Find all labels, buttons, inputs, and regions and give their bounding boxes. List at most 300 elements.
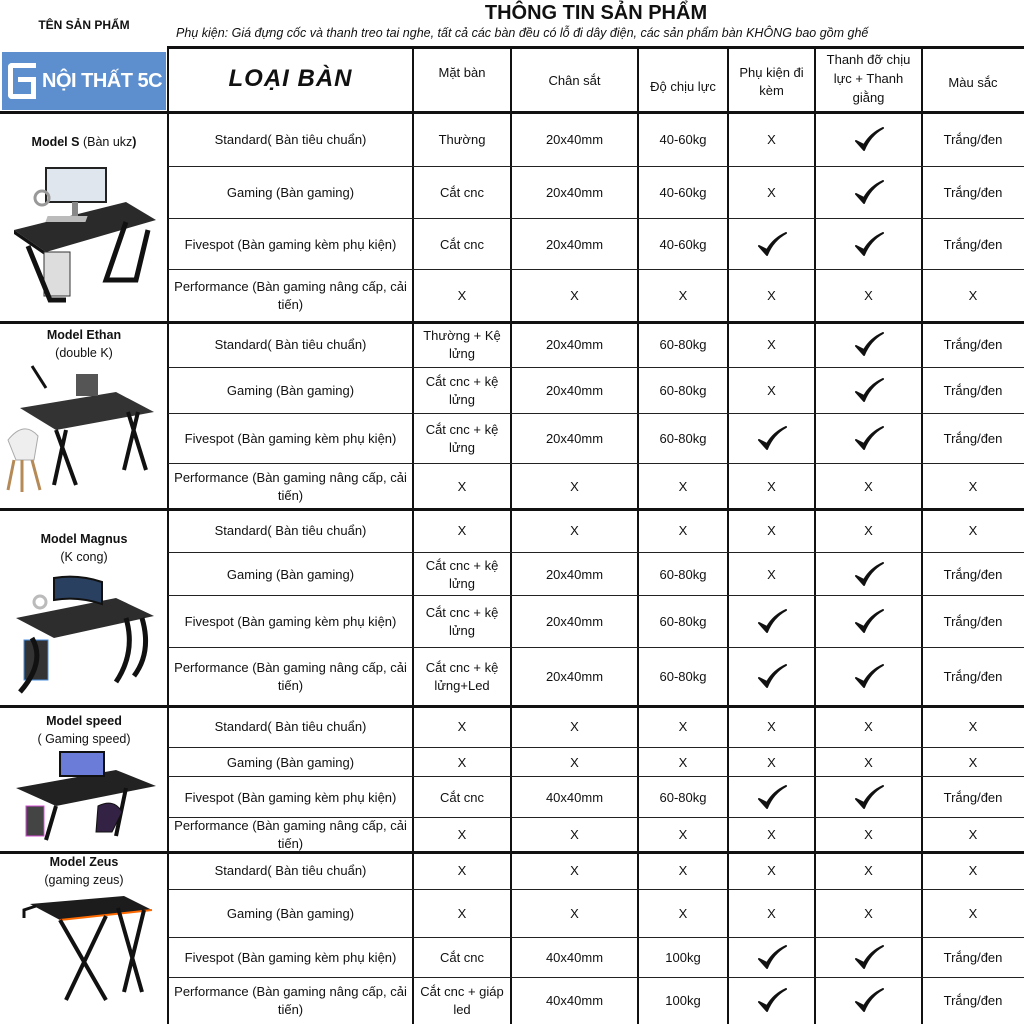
cell-accessory	[731, 464, 812, 509]
cell-text-top: Cắt cnc + kệ lửng	[425, 557, 499, 591]
model-title	[0, 326, 168, 362]
cell-text-load: 40-60kg	[659, 236, 707, 252]
cell-top	[416, 818, 508, 852]
column-header-top: Mặt bàn	[438, 65, 486, 80]
x-mark: X	[457, 827, 467, 842]
x-mark: X	[457, 719, 467, 734]
cell-text-color: Trắng/đen	[943, 993, 1003, 1008]
cell-text-load: 100kg	[665, 993, 701, 1008]
cell-text-leg: 20x40mm	[545, 669, 604, 684]
model-block-0	[0, 133, 168, 151]
cell-type	[171, 167, 410, 219]
column-divider-6	[921, 46, 923, 1024]
cell-bar	[818, 706, 919, 748]
cell-top	[416, 509, 508, 553]
x-mark: X	[864, 863, 873, 878]
x-mark: X	[457, 478, 467, 494]
cell-color	[925, 167, 1021, 219]
model-speed-desk-image	[6, 748, 162, 846]
cell-text-type: Fivespot (Bàn gaming kèm phụ kiện)	[184, 950, 397, 965]
cell-text-leg: 40x40mm	[545, 789, 604, 805]
x-mark: X	[767, 337, 776, 352]
x-mark: X	[570, 478, 579, 494]
check-icon	[731, 648, 812, 706]
page-subtitle: Phụ kiện: Giá đựng cốc và thanh treo tai nghe, tất cả các bàn đều có lỗ đi dây điện, các sản phẩm bàn KHÔNG bao gồm ghế	[176, 26, 869, 40]
cell-color	[925, 322, 1021, 368]
cell-text-color: Trắng/đen	[943, 185, 1003, 200]
cell-text-color: Trắng/đen	[943, 669, 1003, 684]
cell-accessory	[731, 852, 812, 890]
x-mark: X	[457, 754, 467, 770]
cell-accessory	[731, 368, 812, 414]
cell-leg	[514, 777, 635, 818]
model-name: Model S	[31, 135, 80, 149]
cell-type	[171, 890, 410, 938]
model-name: Model speed	[46, 714, 122, 728]
x-mark: X	[570, 523, 579, 538]
check-icon	[818, 414, 919, 464]
cell-text-load: 60-80kg	[659, 431, 707, 446]
cell-type	[171, 978, 410, 1024]
cell-color	[925, 414, 1021, 464]
x-mark: X	[570, 863, 579, 878]
cell-leg	[514, 648, 635, 706]
check-icon	[731, 938, 812, 978]
cell-type	[171, 706, 410, 748]
cell-load	[641, 368, 725, 414]
cell-bar	[818, 509, 919, 553]
cell-accessory	[731, 706, 812, 748]
cell-type	[171, 777, 410, 818]
x-mark: X	[864, 754, 873, 770]
cell-text-type: Gaming (Bàn gaming)	[226, 566, 355, 582]
cell-text-type: Gaming (Bàn gaming)	[226, 906, 355, 921]
x-mark: X	[767, 566, 776, 582]
column-header-load: Độ chịu lực	[650, 79, 716, 94]
check-icon	[731, 596, 812, 648]
cell-bar	[818, 270, 919, 322]
x-mark: X	[864, 719, 873, 734]
cell-text-type: Standard( Bàn tiêu chuẩn)	[214, 863, 367, 878]
cell-leg	[514, 553, 635, 596]
cell-text-leg: 20x40mm	[545, 236, 604, 252]
cell-text-type: Standard( Bàn tiêu chuẩn)	[214, 719, 367, 734]
cell-text-leg: 20x40mm	[545, 185, 604, 200]
cell-top	[416, 464, 508, 509]
cell-type	[171, 414, 410, 464]
cell-leg	[514, 368, 635, 414]
x-mark: X	[767, 719, 776, 734]
cell-top	[416, 368, 508, 414]
cell-load	[641, 553, 725, 596]
check-icon	[731, 219, 812, 270]
model-subtitle: (gaming zeus)	[44, 873, 124, 887]
cell-top	[416, 414, 508, 464]
x-mark: X	[767, 288, 776, 303]
cell-accessory	[731, 748, 812, 777]
cell-color	[925, 112, 1021, 167]
cell-text-load: 60-80kg	[659, 789, 707, 805]
x-mark: X	[457, 906, 467, 921]
cell-top	[416, 890, 508, 938]
cell-top	[416, 748, 508, 777]
cell-color	[925, 596, 1021, 648]
cell-text-type: Fivespot (Bàn gaming kèm phụ kiện)	[184, 614, 397, 629]
cell-text-color: Trắng/đen	[943, 383, 1003, 398]
column-header-bar: Thanh đỡ chịu lực + Thanh giằng	[826, 52, 911, 105]
model-zeus-desk-image	[6, 892, 162, 1004]
cell-text-top: Cắt cnc	[439, 789, 485, 805]
model-title	[0, 530, 168, 566]
x-mark: X	[678, 719, 688, 734]
model-ethan-desk-image	[6, 360, 162, 500]
cell-top	[416, 219, 508, 270]
check-icon	[818, 112, 919, 167]
cell-bar	[818, 852, 919, 890]
x-mark: X	[767, 906, 776, 921]
cell-color	[925, 553, 1021, 596]
check-icon	[731, 777, 812, 818]
x-mark: X	[457, 523, 467, 538]
cell-type	[171, 270, 410, 322]
cell-load	[641, 818, 725, 852]
model-name: Model Zeus	[49, 855, 119, 869]
cell-top	[416, 938, 508, 978]
cell-text-color: Trắng/đen	[943, 789, 1003, 805]
cell-text-leg: 40x40mm	[545, 993, 604, 1008]
x-mark: X	[678, 906, 688, 921]
cell-text-top: Cắt cnc + kệ lửng	[425, 374, 499, 407]
x-mark: X	[767, 131, 776, 147]
x-mark: X	[968, 754, 978, 770]
cell-load	[641, 978, 725, 1024]
x-mark: X	[767, 478, 776, 494]
cell-text-load: 40-60kg	[659, 131, 707, 147]
cell-load	[641, 748, 725, 777]
cell-top	[416, 978, 508, 1024]
cell-text-load: 60-80kg	[659, 383, 707, 398]
cell-load	[641, 464, 725, 509]
cell-text-type: Fivespot (Bàn gaming kèm phụ kiện)	[184, 789, 397, 805]
x-mark: X	[767, 523, 776, 538]
cell-accessory	[731, 553, 812, 596]
cell-top	[416, 553, 508, 596]
cell-type	[171, 818, 410, 852]
cell-text-top: Cắt cnc + kệ lửng	[425, 605, 499, 638]
check-icon	[818, 596, 919, 648]
page-title: THÔNG TIN SẢN PHẨM	[484, 2, 708, 24]
cell-top	[416, 112, 508, 167]
logo-mark-icon	[8, 61, 36, 101]
cell-load	[641, 414, 725, 464]
cell-bar	[818, 890, 919, 938]
x-mark: X	[864, 827, 873, 842]
cell-color	[925, 270, 1021, 322]
x-mark: X	[968, 863, 978, 878]
column-divider-2	[510, 46, 512, 1024]
cell-text-leg: 20x40mm	[545, 431, 604, 446]
cell-bar	[818, 818, 919, 852]
cell-text-load: 100kg	[665, 950, 701, 965]
cell-load	[641, 938, 725, 978]
column-header-type: LOẠI BÀN	[228, 65, 353, 92]
cell-text-type: Standard( Bàn tiêu chuẩn)	[214, 131, 367, 147]
x-mark: X	[570, 719, 579, 734]
cell-type	[171, 464, 410, 509]
model-block-1	[0, 326, 168, 362]
cell-leg	[514, 167, 635, 219]
check-icon	[818, 648, 919, 706]
cell-text-top: Cắt cnc + kệ lửng+Led	[425, 660, 499, 693]
cell-top	[416, 648, 508, 706]
cell-text-type: Gaming (Bàn gaming)	[226, 754, 355, 770]
x-mark: X	[968, 288, 978, 303]
cell-text-type: Performance (Bàn gaming nâng cấp, cải tiến)	[174, 984, 407, 1017]
cell-type	[171, 596, 410, 648]
cell-load	[641, 112, 725, 167]
cell-color	[925, 890, 1021, 938]
cell-type	[171, 938, 410, 978]
cell-text-load: 60-80kg	[659, 669, 707, 684]
cell-accessory	[731, 270, 812, 322]
cell-type	[171, 852, 410, 890]
model-s-desk-image	[6, 160, 162, 310]
cell-text-color: Trắng/đen	[943, 337, 1003, 352]
x-mark: X	[864, 288, 873, 303]
cell-top	[416, 167, 508, 219]
model-title	[0, 133, 168, 151]
cell-text-load: 40-60kg	[659, 185, 707, 200]
cell-color	[925, 219, 1021, 270]
cell-type	[171, 553, 410, 596]
cell-color	[925, 938, 1021, 978]
cell-color	[925, 648, 1021, 706]
model-block-4	[0, 853, 168, 889]
cell-load	[641, 270, 725, 322]
cell-color	[925, 509, 1021, 553]
cell-text-type: Performance (Bàn gaming nâng cấp, cải tiến)	[174, 469, 407, 503]
x-mark: X	[457, 863, 467, 878]
cell-text-color: Trắng/đen	[943, 236, 1003, 252]
cell-load	[641, 509, 725, 553]
cell-leg	[514, 112, 635, 167]
cell-load	[641, 219, 725, 270]
cell-text-top: Cắt cnc	[439, 950, 485, 965]
column-divider-3	[637, 46, 639, 1024]
column-header-accessory: Phụ kiện đi kèm	[739, 65, 804, 98]
cell-color	[925, 464, 1021, 509]
cell-type	[171, 648, 410, 706]
x-mark: X	[968, 827, 978, 842]
model-name: Model Ethan	[46, 328, 122, 342]
cell-text-type: Fivespot (Bàn gaming kèm phụ kiện)	[184, 236, 397, 252]
x-mark: X	[570, 906, 579, 921]
cell-text-leg: 20x40mm	[545, 566, 604, 582]
cell-leg	[514, 706, 635, 748]
cell-load	[641, 322, 725, 368]
cell-text-type: Performance (Bàn gaming nâng cấp, cải tiến)	[174, 279, 407, 312]
cell-type	[171, 322, 410, 368]
x-mark: X	[570, 754, 579, 770]
check-icon	[818, 219, 919, 270]
cell-type	[171, 368, 410, 414]
cell-text-type: Fivespot (Bàn gaming kèm phụ kiện)	[184, 431, 397, 446]
x-mark: X	[457, 288, 467, 303]
cell-color	[925, 818, 1021, 852]
cell-text-top: Thường	[438, 131, 486, 147]
cell-text-leg: 40x40mm	[545, 950, 604, 965]
cell-type	[171, 509, 410, 553]
x-mark: X	[864, 478, 873, 494]
cell-text-color: Trắng/đen	[943, 614, 1003, 629]
x-mark: X	[678, 288, 688, 303]
cell-leg	[514, 414, 635, 464]
cell-text-leg: 20x40mm	[545, 131, 604, 147]
model-subtitle: (double K)	[55, 346, 113, 360]
cell-color	[925, 777, 1021, 818]
cell-leg	[514, 219, 635, 270]
cell-text-top: Cắt cnc	[439, 236, 485, 252]
x-mark: X	[570, 827, 579, 842]
model-name: Model Magnus	[40, 532, 128, 546]
x-mark: X	[767, 185, 776, 200]
cell-leg	[514, 509, 635, 553]
cell-text-type: Gaming (Bàn gaming)	[226, 185, 355, 200]
model-subtitle: ( Gaming speed)	[37, 732, 131, 746]
x-mark: X	[678, 827, 688, 842]
check-icon	[731, 978, 812, 1024]
cell-top	[416, 270, 508, 322]
column-divider-4	[727, 46, 729, 1024]
logo-text: NỘI THẤT 5C	[42, 69, 163, 92]
cell-text-color: Trắng/đen	[943, 566, 1003, 582]
cell-text-top: Cắt cnc + kệ lửng	[425, 422, 499, 455]
cell-text-color: Trắng/đen	[943, 950, 1003, 965]
check-icon	[731, 414, 812, 464]
cell-load	[641, 890, 725, 938]
column-header-leg: Chân sắt	[548, 73, 601, 88]
cell-text-type: Standard( Bàn tiêu chuẩn)	[214, 523, 367, 538]
cell-top	[416, 322, 508, 368]
cell-type	[171, 112, 410, 167]
cell-color	[925, 852, 1021, 890]
cell-text-leg: 20x40mm	[545, 383, 604, 398]
cell-bar	[818, 748, 919, 777]
cell-load	[641, 167, 725, 219]
cell-leg	[514, 270, 635, 322]
cell-text-top: Thường + Kệ lửng	[423, 328, 501, 361]
check-icon	[818, 368, 919, 414]
cell-leg	[514, 978, 635, 1024]
cell-accessory	[731, 818, 812, 852]
cell-text-load: 60-80kg	[659, 337, 707, 352]
cell-leg	[514, 464, 635, 509]
cell-load	[641, 852, 725, 890]
x-mark: X	[767, 383, 776, 398]
cell-leg	[514, 818, 635, 852]
product-name-header: TÊN SẢN PHẨM	[38, 18, 130, 32]
cell-load	[641, 648, 725, 706]
x-mark: X	[678, 523, 688, 538]
model-block-2	[0, 530, 168, 566]
cell-color	[925, 748, 1021, 777]
cell-leg	[514, 938, 635, 978]
cell-type	[171, 748, 410, 777]
model-title	[0, 712, 168, 748]
cell-leg	[514, 852, 635, 890]
x-mark: X	[767, 754, 776, 770]
cell-text-load: 60-80kg	[659, 614, 707, 629]
cell-color	[925, 706, 1021, 748]
cell-top	[416, 596, 508, 648]
cell-text-type: Gaming (Bàn gaming)	[226, 383, 355, 398]
model-subtitle-end: )	[132, 135, 137, 149]
cell-leg	[514, 748, 635, 777]
check-icon	[818, 553, 919, 596]
x-mark: X	[570, 288, 579, 303]
cell-text-top: Cắt cnc	[439, 185, 485, 200]
model-subtitle: (K cong)	[60, 550, 108, 564]
model-magnus-desk-image	[6, 572, 162, 700]
cell-load	[641, 596, 725, 648]
cell-text-type: Performance (Bàn gaming nâng cấp, cải tiến)	[174, 660, 407, 693]
cell-text-color: Trắng/đen	[943, 131, 1003, 147]
model-block-3	[0, 712, 168, 748]
x-mark: X	[864, 906, 873, 921]
cell-bar	[818, 464, 919, 509]
x-mark: X	[767, 863, 776, 878]
cell-accessory	[731, 112, 812, 167]
cell-text-top: Cắt cnc + giáp led	[420, 984, 504, 1017]
cell-type	[171, 219, 410, 270]
cell-accessory	[731, 322, 812, 368]
x-mark: X	[864, 523, 873, 538]
x-mark: X	[968, 523, 978, 538]
model-title	[0, 853, 168, 889]
check-icon	[818, 322, 919, 368]
cell-leg	[514, 890, 635, 938]
x-mark: X	[968, 478, 978, 494]
check-icon	[818, 777, 919, 818]
brand-logo	[2, 52, 166, 110]
x-mark: X	[968, 719, 978, 734]
cell-top	[416, 706, 508, 748]
x-mark: X	[678, 754, 688, 770]
check-icon	[818, 978, 919, 1024]
check-icon	[818, 167, 919, 219]
cell-text-leg: 20x40mm	[545, 337, 604, 352]
cell-color	[925, 978, 1021, 1024]
cell-leg	[514, 322, 635, 368]
cell-load	[641, 706, 725, 748]
x-mark: X	[968, 906, 978, 921]
x-mark: X	[678, 863, 688, 878]
check-icon	[818, 938, 919, 978]
column-divider-5	[814, 46, 816, 1024]
cell-text-type: Standard( Bàn tiêu chuẩn)	[214, 337, 367, 352]
column-divider-1	[412, 46, 414, 1024]
cell-color	[925, 368, 1021, 414]
cell-accessory	[731, 890, 812, 938]
cell-load	[641, 777, 725, 818]
column-header-color: Màu sắc	[948, 75, 998, 90]
model-subtitle: (Bàn ukz	[79, 135, 133, 149]
cell-top	[416, 852, 508, 890]
x-mark: X	[678, 478, 688, 494]
cell-accessory	[731, 167, 812, 219]
cell-top	[416, 777, 508, 818]
cell-accessory	[731, 509, 812, 553]
